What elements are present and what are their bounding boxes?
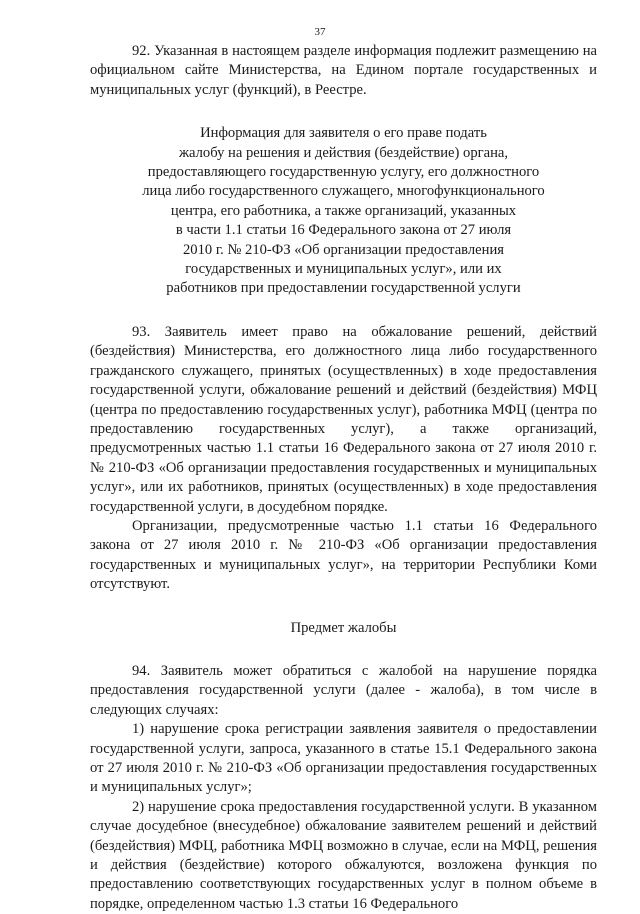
info-heading-line: государственных и муниципальных услуг», или их: [185, 261, 502, 278]
paragraph-93: 93. Заявитель имеет право на обжалование решений, действий (бездействия) Министерства, его должностного лица либо государственного гражданского служащего, принятых (осуществленных) в ходе предоставления государственной услуги, обжалование решений и действий (бездействия) МФЦ (центра по предоставлению государственных услуг), работника МФЦ (центра по предоставлению государственных услуг), а также организаций, предусмотренных частью 1.1 статьи 16 Федерального закона от 27 июля 2010 г. № 210-ФЗ «Об организации предоставления государственных и муниципальных услуг», или их работников, принятых (осуществленных) в ходе предоставления государственной услуги, в досудебном порядке.: [90, 323, 597, 515]
paragraph-92: 92. Указанная в настоящем разделе информация подлежит размещению на официальном сайте Министерства, на Едином портале государственных и муниципальных услуг (функций), в Реестре.: [90, 43, 597, 98]
paragraph-94-item-1: 1) нарушение срока регистрации заявления заявителя о предоставлении государственной услуги, запроса, указанного в статье 15.1 Федерального закона от 27 июля 2010 г. № 210-ФЗ «Об организации предоставления государственных и муниципальных услуг»;: [90, 721, 597, 796]
document-body: [90, 42, 597, 914]
subject-heading: Предмет жалобы: [290, 619, 397, 636]
info-heading-line: 2010 г. № 210-ФЗ «Об организации предоставления: [183, 241, 504, 258]
info-heading: [90, 124, 597, 299]
paragraph-94-item-2: 2) нарушение срока предоставления государственной услуги. В указанном случае досудебное (внесудебное) обжалование заявителем решений и действий (бездействия) МФЦ, работника МФЦ возможно в случае, если на МФЦ, решения и действия (бездействие) которого обжалуются, возложена функция по предоставлению соответствующих государственных услуг в полном объеме в порядке, определенном частью 1.3 статьи 16 Федерального: [90, 798, 597, 912]
info-heading-line: Информация для заявителя о его праве подать: [200, 125, 487, 142]
paragraph-93-organizations: Организации, предусмотренные частью 1.1 статьи 16 Федерального закона от 27 июля 2010 г. № 210-ФЗ «Об организации предоставления государственных и муниципальных услуг», на территории Республики Коми отсутствуют.: [90, 517, 597, 593]
info-heading-line: работников при предоставлении государственной услуги: [166, 280, 521, 297]
info-heading-line: предоставляющего государственную услугу, его должностного: [147, 164, 540, 181]
info-heading-line: лица либо государственного служащего, многофункционального: [142, 183, 545, 200]
info-heading-line: жалобу на решения и действия (бездействие) органа,: [178, 144, 509, 161]
info-heading-line: в части 1.1 статьи 16 Федерального закона от 27 июля: [175, 222, 512, 239]
paragraph-94: 94. Заявитель может обратиться с жалобой на нарушение порядка предоставления государственной услуги (далее - жалоба), в том числе в следующих случаях:: [90, 662, 597, 718]
page-number: 37: [314, 26, 326, 38]
info-heading-line: центра, его работника, а также организаций, указанных: [170, 202, 517, 219]
